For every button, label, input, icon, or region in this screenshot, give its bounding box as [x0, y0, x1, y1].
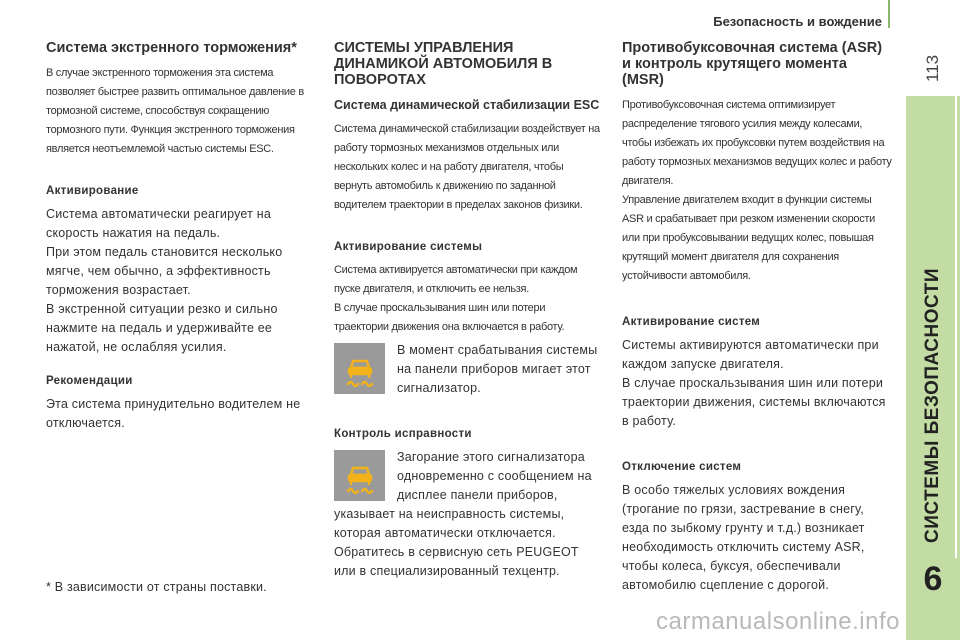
footnote: * В зависимости от страны поставки.: [46, 580, 267, 594]
check-heading: Контроль исправности: [334, 428, 472, 440]
column-emergency-braking: [46, 40, 314, 433]
recommendations-heading: Рекомендации: [46, 375, 133, 387]
section-title: Система экстренного торможения*: [46, 40, 297, 56]
section-title: Противобуксовочная система (ASR) и контроль крутящего момента (MSR): [622, 40, 883, 88]
section-subtitle: Система динамической стабилизации ESC: [334, 98, 600, 112]
section-title: СИСТЕМЫ УПРАВЛЕНИЯ ДИНАМИКОЙ АВТОМОБИЛЯ В ПОВОРОТАХ: [334, 40, 553, 88]
header-title: Безопасность и вождение: [713, 14, 882, 29]
activation-text: В случае проскальзывания шин или потери траектории движения она включается в работу.: [334, 302, 565, 333]
activation-heading: Активирование системы: [334, 241, 483, 253]
column-asr-msr: [622, 40, 892, 595]
intro-text: Система динамической стабилизации воздействует на работу тормозных механизмов отдельных или нескольких колес и на работу двигателя, чтобы вернуть автомобиль к движению по заданной водителем траектории в пределах законов физики.: [334, 123, 600, 211]
skidding-car-icon: [334, 450, 385, 501]
check-text: Загорание этого сигнализатора одновременно с сообщением на дисплее панели приборов, указывает на неисправность системы, которая автоматически отключается.: [334, 450, 592, 540]
page-number: 113: [923, 54, 942, 82]
activation-text: Система автоматически реагирует на скорость нажатия на педаль.: [46, 207, 271, 240]
deactivation-heading: Отключение систем: [622, 461, 742, 473]
indicator-text: В момент срабатывания системы на панели приборов мигает этот сигнализатор.: [397, 343, 598, 395]
indicator-block: [334, 341, 602, 398]
activation-text: Система активируется автоматически при каждом пуске двигателя, и отключить ее нельзя.: [334, 264, 578, 295]
activation-text: В случае проскальзывания шин или потери траектории движения, системы включаются в работу.: [622, 376, 886, 428]
header-divider: [888, 0, 890, 28]
intro-text: Противобуксовочная система оптимизирует распределение тягового усилия между колесами, чтобы избежать их пробуксовки путем воздействия на работу тормозных механизмов ведущих колес и работу двигателя.: [622, 99, 892, 187]
check-text: Обратитесь в сервисную сеть PEUGEOT или в специализированный техцентр.: [334, 545, 579, 578]
check-block: [334, 448, 602, 543]
intro-text: Управление двигателем входит в функции системы ASR и срабатывает при резком изменении скорости или при пробуксовывании ведущих колес, повышая крутящий момент двигателя для сохранения устойчивости автомобиля.: [622, 194, 875, 282]
activation-heading: Активирование систем: [622, 316, 761, 328]
recommendations-text: Эта система принудительно водителем не отключается.: [46, 397, 301, 430]
skidding-car-icon: [334, 343, 385, 394]
watermark: carmanualsonline.info: [656, 608, 900, 635]
activation-text: Системы активируются автоматически при каждом запуске двигателя.: [622, 338, 879, 371]
activation-text: При этом педаль становится несколько мягче, чем обычно, а эффективность торможения возрастает.: [46, 245, 283, 297]
column-esc: [334, 40, 602, 581]
activation-heading: Активирование: [46, 185, 139, 197]
deactivation-text: В особо тяжелых условиях вождения (трогание по грязи, застревание в снегу, езда по зыбкому грунту и т.д.) возникает необходимость отключить систему ASR, чтобы колеса, буксуя, обеспечивали автомобилю сцепление с дорогой.: [622, 483, 865, 592]
chapter-title: СИСТЕМЫ БЕЗОПАСНОСТИ: [922, 267, 943, 543]
intro-text: В случае экстренного торможения эта система позволяет быстрее развить оптимальное давление в тормозной системе, способствуя сокращению тормозного пути. Функция экстренного торможения является неотъемлемой частью системы ESC.: [46, 67, 304, 155]
activation-text: В экстренной ситуации резко и сильно нажмите на педаль и удерживайте ее нажатой, не ослабляя усилия.: [46, 302, 278, 354]
chapter-number: 6: [923, 560, 943, 598]
